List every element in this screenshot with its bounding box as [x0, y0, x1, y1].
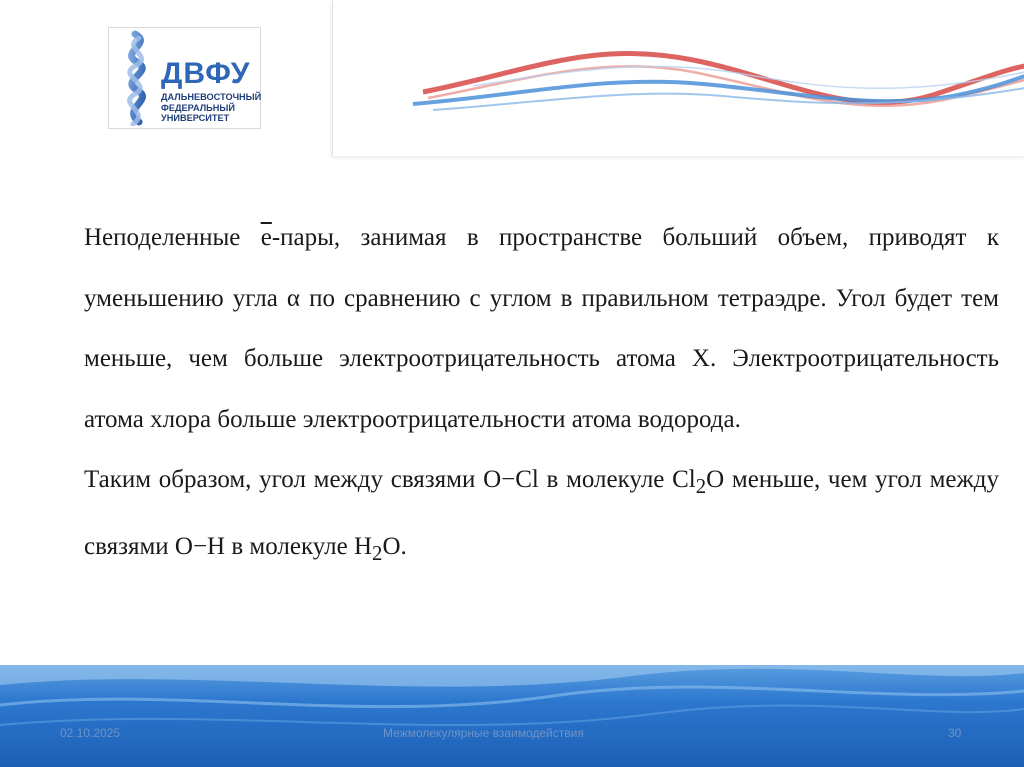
- paragraph-2: [84, 450, 999, 583]
- logo-name-line: ДАЛЬНЕВОСТОЧНЫЙ: [161, 92, 262, 102]
- logo-full-name: [161, 92, 262, 124]
- footer-waves-decoration: [0, 665, 1024, 767]
- text-run: по сравнению с углом в правильном тетраэдре. Угол будет тем меньше, чем больше электроотрицательность атома Х. Электроотрицательность атома хлора больше электроотрицательности атома водорода.: [84, 284, 999, 433]
- text-run: -пары, занимая в пространстве больший объем, приводят к уменьшению угла: [84, 224, 999, 312]
- paragraph-1: [84, 208, 999, 450]
- slide-content: [84, 208, 999, 583]
- text-run: O.: [382, 532, 407, 560]
- university-logo: [108, 27, 261, 129]
- text-run: Таким образом, угол между связями O−Cl в молекуле Cl: [84, 466, 696, 493]
- subscript: 2: [695, 474, 707, 498]
- footer-title: Межмолекулярные взаимодействия: [383, 726, 584, 740]
- electron-symbol: $\overline{e}$: [260, 224, 272, 251]
- logo-name-line: УНИВЕРСИТЕТ: [161, 113, 230, 123]
- header-waves-decoration: [333, 0, 1024, 156]
- logo-abbreviation: ДВФУ: [161, 57, 251, 90]
- subscript: 2: [372, 540, 383, 565]
- alpha-symbol: α: [286, 284, 300, 312]
- helix-logo-icon: [113, 30, 159, 126]
- text-run: O меньше, чем угол между связями O−H в молекуле H: [84, 466, 999, 560]
- footer-date: 02.10.2025: [60, 726, 121, 740]
- logo-name-line: ФЕДЕРАЛЬНЫЙ: [161, 102, 235, 113]
- footer-bar: [0, 665, 1024, 767]
- page-number: 30: [948, 726, 962, 740]
- header-decoration-panel: [332, 0, 1024, 156]
- text-run: Неподеленные: [84, 224, 261, 251]
